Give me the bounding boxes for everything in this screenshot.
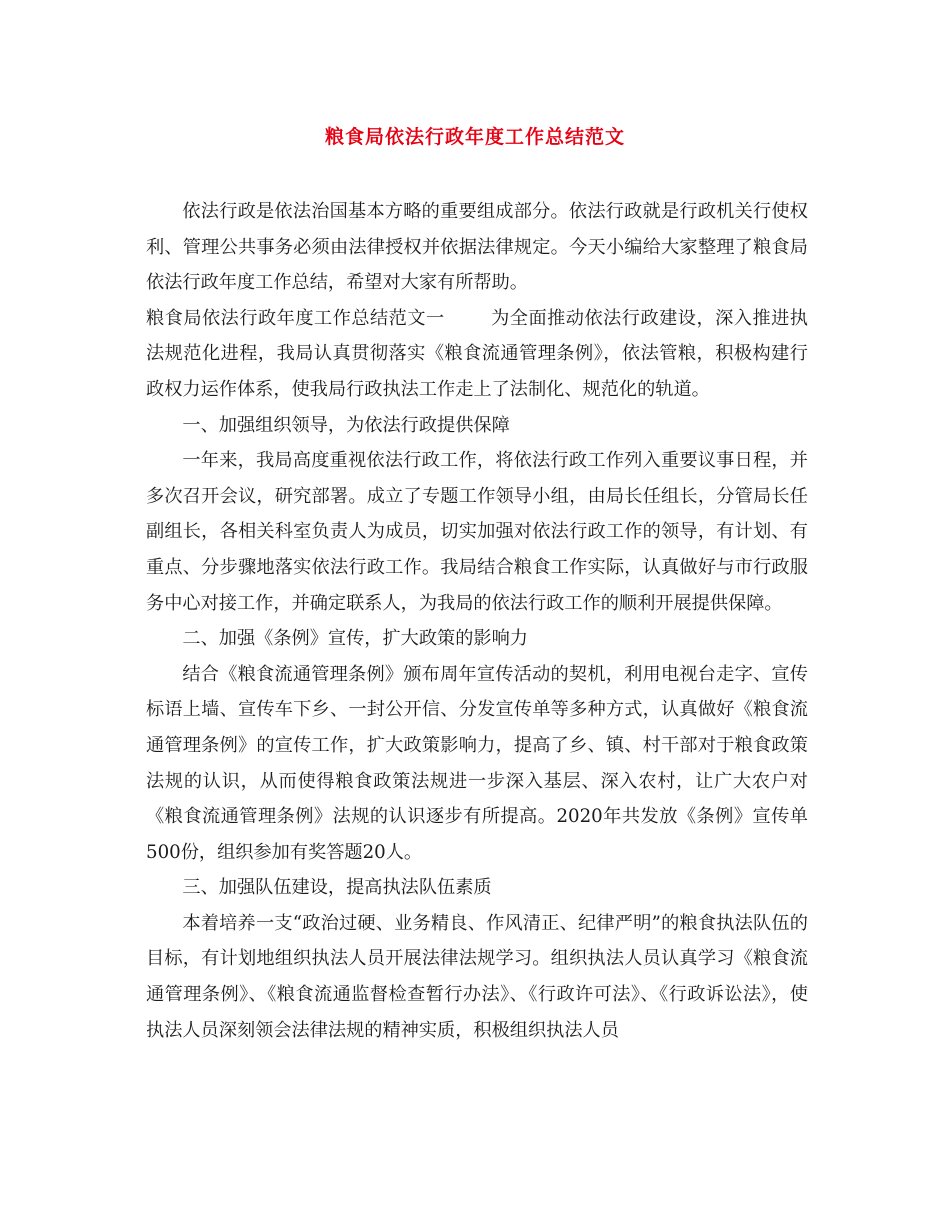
section-heading-1: 一、加强组织领导，为依法行政提供保障 — [182, 414, 510, 436]
document-body — [146, 194, 808, 1048]
intro-paragraph: 依法行政是依法治国基本方略的重要组成部分。依法行政就是行政机关行使权利、管理公共事务必须由法律授权并依据法律规定。今天小编给大家整理了粮食局依法行政年度工作总结，希望对大家有所帮助。 — [146, 201, 808, 294]
section-heading-2: 二、加强《条例》宣传，扩大政策的影响力 — [182, 628, 528, 650]
document-title: 粮食局依法行政年度工作总结范文 — [324, 126, 625, 148]
section-paragraph-1: 一年来，我局高度重视依法行政工作，将依法行政工作列入重要议事日程，并多次召开会议，研究部署。成立了专题工作领导小组，由局长任组长，分管局长任副组长，各相关科室负责人为成员，切实加强对依法行政工作的领导，有计划、有重点、分步骤地落实依法行政工作。我局结合粮食工作实际，认真做好与市行政服务中心对接工作，并确定联系人，为我局的依法行政工作的顺利开展提供保障。 — [146, 450, 808, 614]
section-paragraph-3: 本着培养一支“政治过硬、业务精良、作风清正、纪律严明”的粮食执法队伍的目标，有计划地组织执法人员开展法律法规学习。组织执法人员认真学习《粮食流通管理条例》、《粮食流通监督检查暂行办法》、《行政许可法》、《行政诉讼法》，使执法人员深刻领会法律法规的精神实质，积极组织执法人员 — [146, 912, 808, 1041]
section-heading-3: 三、加强队伍建设，提高执法队伍素质 — [182, 877, 492, 899]
section-paragraph-2: 结合《粮食流通管理条例》颁布周年宣传活动的契机，利用电视台走字、宣传标语上墙、宣传车下乡、一封公开信、分发宣传单等多种方式，认真做好《粮食流通管理条例》的宣传工作，扩大政策影响力，提高了乡、镇、村干部对于粮食政策法规的认识，从而使得粮食政策法规进一步深入基层、深入农村，让广大农户对《粮食流通管理条例》法规的认识逐步有所提高。2020年共发放《条例》宣传单500份，组织参加有奖答题20人。 — [146, 663, 808, 863]
subtitle-label: 粮食局依法行政年度工作总结范文一 — [146, 307, 445, 329]
subtitle-paragraph — [146, 301, 808, 408]
subtitle-text: 为全面推动依法行政建设，深入推进执法规范化进程，我局认真贯彻落实《粮食流通管理条例》，依法管粮，积极构建行政权力运作体系，使我局行政执法工作走上了法制化、规范化的轨道。 — [146, 307, 808, 400]
